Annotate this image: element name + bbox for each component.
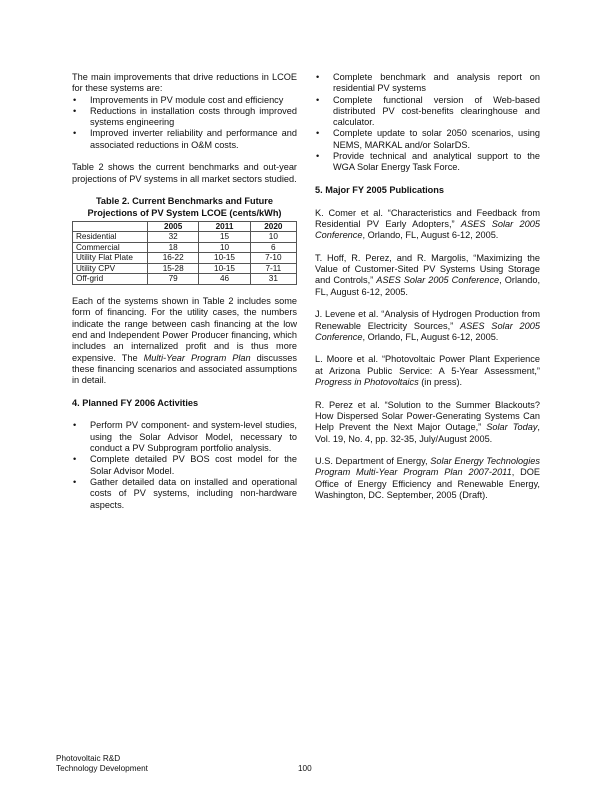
list-item: • Improvements in PV module cost and efficiency: [72, 95, 297, 106]
table-cell: 32: [148, 232, 199, 243]
caption-line: Projections of PV System LCOE (cents/kWh): [87, 207, 282, 218]
text-run: , Orlando, FL, August 6-12, 2005.: [315, 275, 541, 297]
publication-entry: [315, 309, 540, 343]
intro-paragraph: The main improvements that drive reductions in LCOE for these systems are:: [72, 72, 297, 94]
page-footer: [56, 754, 148, 774]
table-row: [73, 242, 297, 253]
lcoe-table: [72, 221, 297, 285]
text-run: U.S. Department of Energy,: [315, 456, 431, 467]
header-cell: [73, 221, 148, 232]
table-cell: 31: [250, 274, 296, 285]
table-row: [73, 253, 297, 264]
table-cell: 10-15: [199, 253, 250, 264]
improvements-list: [72, 95, 297, 151]
italic-title: ASES Solar 2005 Conference: [376, 275, 500, 286]
table-row: [73, 232, 297, 243]
italic-title: Multi-Year Program Plan: [143, 352, 251, 363]
table-cell: 46: [199, 274, 250, 285]
publication-entry: [315, 400, 540, 445]
section-5-heading: 5. Major FY 2005 Publications: [315, 184, 445, 195]
publication-entry: [315, 208, 540, 242]
section-4-heading: 4. Planned FY 2006 Activities: [72, 397, 199, 408]
financing-paragraph: [72, 296, 297, 386]
row-label: Utility CPV: [73, 263, 148, 274]
table-cell: 15: [199, 232, 250, 243]
italic-title: ASES Solar 2005 Conference: [315, 218, 540, 241]
list-item: • Complete benchmark and analysis report on residential PV systems: [315, 72, 540, 95]
text-run: T. Hoff, R. Perez, and R. Margolis, “Maximizing the Value of Customer-Sited PV Systems Using Storage and Controls,”: [315, 252, 540, 286]
table-row: [73, 274, 297, 285]
text-run: discusses these financing scenarios and associated assumptions in detail.: [72, 352, 297, 386]
table-cell: 10: [199, 242, 250, 253]
row-label: Commercial: [73, 242, 148, 253]
table-cell: 6: [250, 242, 296, 253]
text-run: , Orlando, FL, August 6-12, 2005.: [362, 331, 499, 342]
text-run: K. Comer et al. “Characteristics and Feedback from Residential PV Early Adopters,”: [315, 207, 540, 229]
table-cell: 79: [148, 274, 199, 285]
table-cell: 7-11: [250, 263, 296, 274]
text-run: , DOE Office of Energy Efficiency and Renewable Energy, Washington, DC. September, 2005 (Draft).: [315, 467, 540, 500]
footer-line: Technology Development: [56, 764, 148, 773]
list-item: • Complete update to solar 2050 scenarios, using NEMS, MARKAL and/or SolarDS.: [315, 128, 540, 151]
header-cell: 2020: [250, 221, 296, 232]
table-intro-paragraph: Table 2 shows the current benchmarks and out-year projections of PV systems in all market sectors studied.: [72, 162, 297, 184]
list-item: • Perform PV component- and system-level studies, using the Solar Advisor Model, necessary to conduct a PV Subprogram portfolio analysis.: [72, 420, 297, 454]
italic-title: Solar Today: [486, 422, 538, 433]
header-cell: 2011: [199, 221, 250, 232]
text-run: R. Perez et al. “Solution to the Summer Blackouts? How Dispersed Solar Power-Generating Systems Can Help Prevent the Next Major Outage,”: [315, 399, 540, 433]
table-caption: [72, 196, 297, 219]
text-run: Each of the systems shown in Table 2 includes some form of financing. For the utility cases, the numbers indicate the range between cash financing at the low end and Independent Power Producer financing, which includes an internalized profit and is thus more expensive. The: [72, 296, 297, 363]
table-row: [73, 263, 297, 274]
italic-title: Solar Energy Technologies Program Multi-Year Program Plan 2007-2011: [315, 456, 540, 478]
text-run: , Vol. 19, No. 4, pp. 32-35, July/August 2005.: [315, 422, 540, 444]
publication-entry: [315, 354, 540, 388]
table-cell: 10-15: [199, 263, 250, 274]
list-item: • Reductions in installation costs through improved systems engineering: [72, 106, 297, 129]
list-item: • Gather detailed data on installed and operational costs of PV systems, including non-hardware aspects.: [72, 477, 297, 511]
table-cell: 10: [250, 232, 296, 243]
activities-list: [72, 420, 297, 510]
table-cell: 7-10: [250, 253, 296, 264]
publication-entry: [315, 456, 540, 501]
list-item: • Improved inverter reliability and performance and associated reductions in O&M costs.: [72, 128, 297, 151]
table-cell: 16-22: [148, 253, 199, 264]
text-run: , Orlando, FL, August 6-12, 2005.: [362, 230, 499, 241]
list-item: • Provide technical and analytical support to the WGA Solar Energy Task Force.: [315, 151, 540, 174]
header-cell: 2005: [148, 221, 199, 232]
page-number: 100: [298, 764, 312, 773]
caption-line: Table 2. Current Benchmarks and Future: [96, 196, 273, 207]
left-column: [72, 72, 297, 511]
row-label: Utility Flat Plate: [73, 253, 148, 264]
table-cell: 15-28: [148, 263, 199, 274]
right-column: [315, 72, 540, 501]
italic-title: ASES Solar 2005 Conference: [315, 320, 540, 342]
table-cell: 18: [148, 242, 199, 253]
text-run: L. Moore et al. “Photovoltaic Power Plant Experience at Arizona Public Service: A 5-Year Assessment,”: [315, 354, 540, 376]
list-item: • Complete functional version of Web-based distributed PV cost-benefits clearinghouse and calculator.: [315, 95, 540, 129]
footer-line: Photovoltaic R&D: [56, 754, 121, 763]
activities-list-continued: [315, 72, 540, 174]
publication-entry: [315, 253, 540, 298]
text-run: J. Levene et al. “Analysis of Hydrogen Production from Renewable Electricity Sources,”: [315, 309, 540, 331]
list-item: • Complete detailed PV BOS cost model for the Solar Advisor Model.: [72, 454, 297, 477]
text-run: (in press).: [418, 377, 463, 388]
row-label: Residential: [73, 232, 148, 243]
italic-title: Progress in Photovoltaics: [315, 377, 419, 388]
table-header-row: [73, 221, 297, 232]
row-label: Off-grid: [73, 274, 148, 285]
